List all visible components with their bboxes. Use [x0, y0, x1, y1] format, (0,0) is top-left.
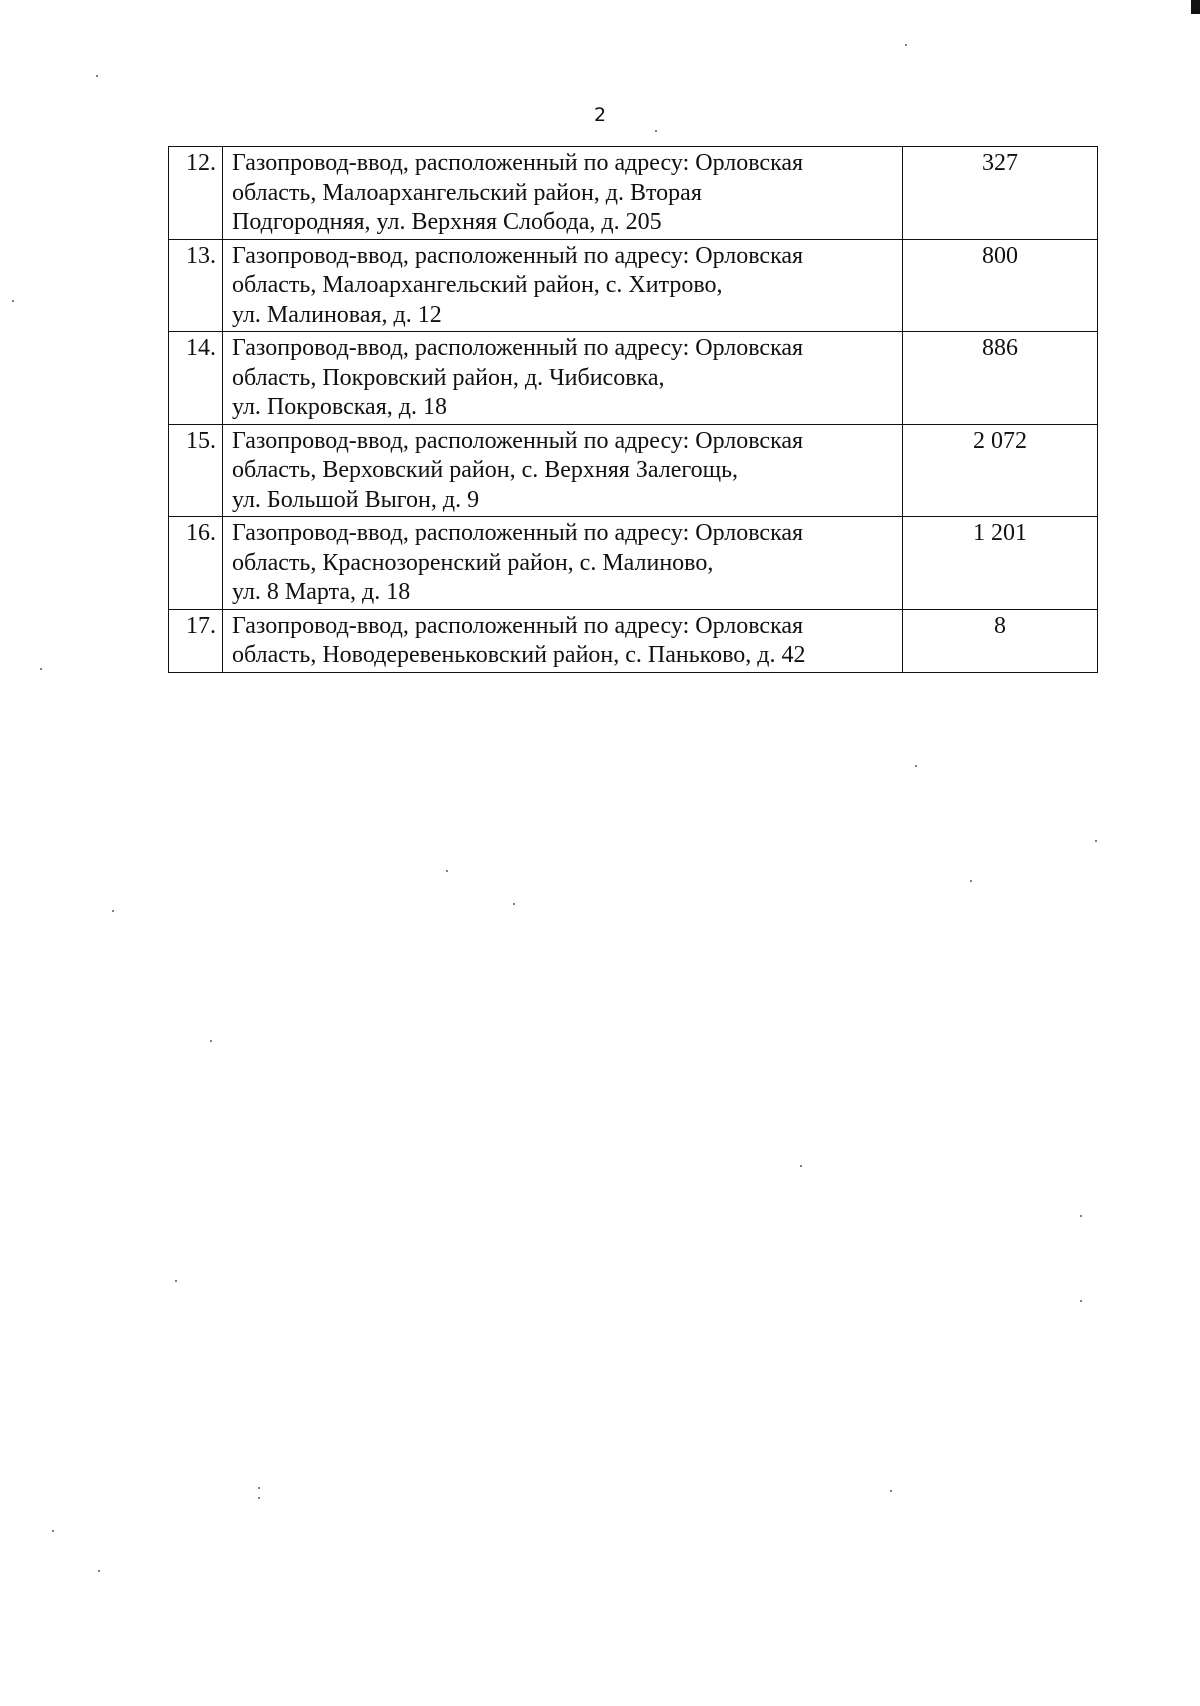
row-description: [223, 332, 903, 425]
scan-speck: [12, 300, 14, 302]
scan-speck: [800, 1165, 802, 1167]
scan-speck: [112, 910, 114, 912]
description-line: ул. 8 Марта, д. 18: [232, 579, 411, 605]
description-line: Подгородняя, ул. Верхняя Слобода, д. 205: [232, 209, 662, 235]
row-number: 15.: [169, 424, 223, 517]
table-row: [169, 517, 1098, 610]
row-value: 327: [903, 147, 1098, 240]
table-row: [169, 239, 1098, 332]
page-number: 2: [593, 104, 607, 126]
scan-speck: [175, 1280, 177, 1282]
row-description: [223, 424, 903, 517]
scan-corner-mark: [1191, 0, 1200, 14]
description-line: область, Малоархангельский район, д. Вторая: [232, 179, 702, 206]
scan-speck: [1080, 1300, 1082, 1302]
row-number: 13.: [169, 239, 223, 332]
row-number: 12.: [169, 147, 223, 240]
row-value: 800: [903, 239, 1098, 332]
description-line: область, Малоархангельский район, с. Хитрово,: [232, 272, 723, 298]
scan-speck: [890, 1490, 892, 1492]
scan-speck: [210, 1040, 212, 1042]
description-line: Газопровод-ввод, расположенный по адресу: Орловская: [232, 335, 804, 361]
row-value: 1 201: [903, 517, 1098, 610]
description-line: область, Верховский район, с. Верхняя Залегощь,: [232, 457, 739, 483]
scan-speck: [98, 1570, 100, 1572]
scan-speck: [915, 765, 917, 767]
row-value: 2 072: [903, 424, 1098, 517]
row-description: [223, 609, 903, 672]
registry-table: [168, 146, 1098, 673]
scan-speck: [905, 44, 907, 46]
description-line: ул. Малиновая, д. 12: [232, 301, 442, 328]
table-row: [169, 424, 1098, 517]
row-description: [223, 517, 903, 610]
scan-speck: [258, 1497, 260, 1499]
description-line: Газопровод-ввод, расположенный по адресу: Орловская: [232, 612, 804, 639]
scan-speck: [513, 903, 515, 905]
description-line: Газопровод-ввод, расположенный по адресу: Орловская: [232, 427, 804, 454]
scan-speck: [96, 75, 98, 77]
description-line: Газопровод-ввод, расположенный по адресу: Орловская: [232, 150, 804, 176]
scan-speck: [446, 870, 448, 872]
description-line: область, Новодеревеньковский район, с. Паньково, д. 42: [232, 642, 806, 668]
row-number: 14.: [169, 332, 223, 425]
scan-speck: [258, 1487, 260, 1489]
description-line: область, Краснозоренский район, с. Малиново,: [232, 549, 714, 576]
row-value: 8: [903, 609, 1098, 672]
scan-speck: [1095, 840, 1097, 842]
row-description: [223, 147, 903, 240]
row-value: 886: [903, 332, 1098, 425]
scan-speck: [655, 130, 657, 132]
scan-speck: [40, 668, 42, 670]
table-row: [169, 332, 1098, 425]
row-description: [223, 239, 903, 332]
description-line: Газопровод-ввод, расположенный по адресу: Орловская: [232, 520, 804, 546]
table-row: [169, 147, 1098, 240]
scan-speck: [970, 880, 972, 882]
description-line: Газопровод-ввод, расположенный по адресу: Орловская: [232, 242, 804, 269]
row-number: 17.: [169, 609, 223, 672]
description-line: ул. Большой Выгон, д. 9: [232, 486, 480, 513]
description-line: ул. Покровская, д. 18: [232, 394, 447, 420]
table-row: [169, 609, 1098, 672]
scan-speck: [1080, 1215, 1082, 1217]
scan-speck: [52, 1530, 54, 1532]
row-number: 16.: [169, 517, 223, 610]
description-line: область, Покровский район, д. Чибисовка,: [232, 364, 665, 391]
